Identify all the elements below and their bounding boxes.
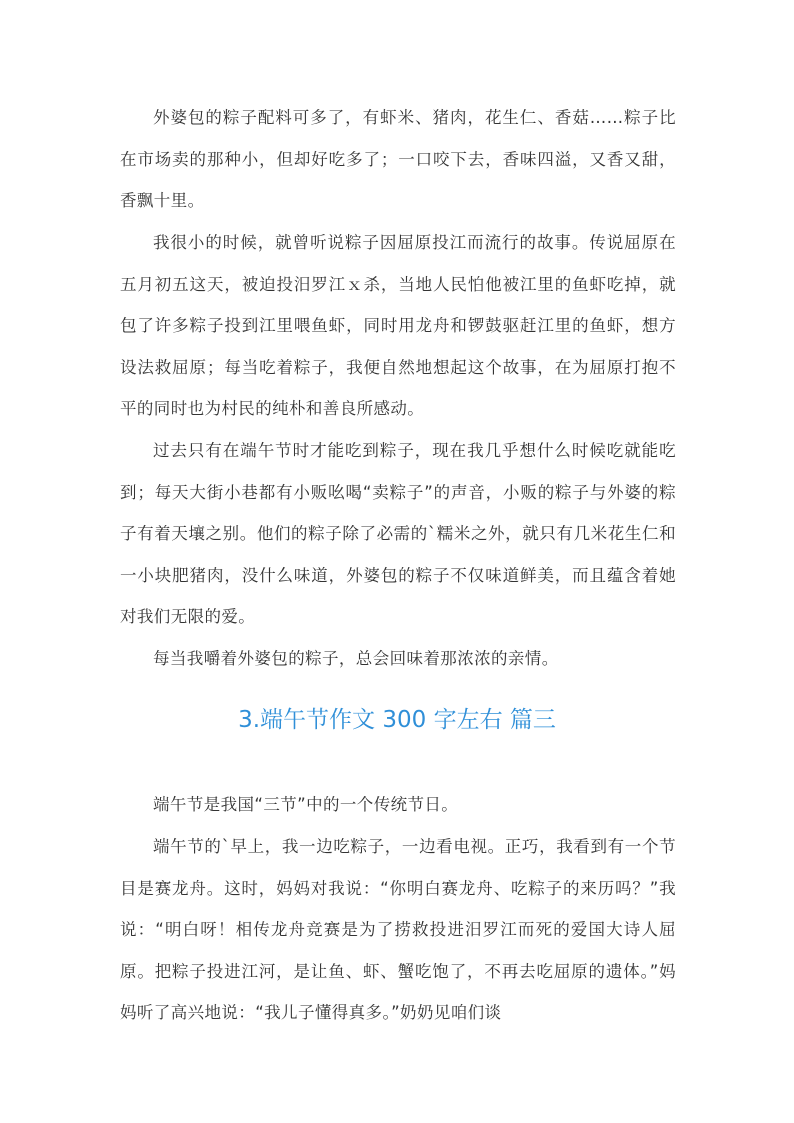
- paragraph-family-affection: 每当我嚼着外婆包的粽子，总会回味着那浓浓的亲情。: [153, 649, 559, 668]
- paragraph-past-and-present: 过去只有在端午节时才能吃到粽子，现在我几乎想什么时候吃就能吃到；每天大街小巷都有小贩吆喝“卖粽子”的声音，小贩的粽子与外婆的粽子有着天壤之别。他们的粽子除了必需的`糯米之外，就只有几米花生仁和一小块肥猪肉，没什么味道，外婆包的粽子不仅味道鲜美，而且蕴含着她对我们无限的爱。: [120, 441, 676, 626]
- paragraph-dragon-boat-morning: 端午节的`早上，我一边吃粽子，一边看电视。正巧，我看到有一个节目是赛龙舟。这时，妈妈对我说：“你明白赛龙舟、吃粽子的来历吗？”我说：“明白呀！相传龙舟竞赛是为了捞救投进汨罗江而死的爱国大诗人屈原。把粽子投进江河，是让鱼、虾、蟹吃饱了，不再去吃屈原的遗体。”妈妈听了高兴地说：“我儿子懂得真多。”奶奶见咱们谈: [120, 837, 676, 1022]
- paragraph-qu-yuan-story: 我很小的时候，就曾听说粽子因屈原投江而流行的故事。传说屈原在五月初五这天，被迫投汨罗江ｘ杀，当地人民怕他被江里的鱼虾吃掉，就包了许多粽子投到江里喂鱼虾，同时用龙舟和锣鼓驱赶江里的鱼虾，想方设法救屈原；每当吃着粽子，我便自然地想起这个故事，在为屈原打抱不平的同时也为村民的纯朴和善良所感动。: [120, 233, 676, 418]
- paragraph-zongzi-ingredients: 外婆包的粽子配料可多了，有虾米、猪肉，花生仁、香菇……粽子比在市场卖的那种小，但却好吃多了；一口咬下去，香味四溢，又香又甜，香飘十里。: [120, 108, 676, 210]
- paragraph-festival-intro: 端午节是我国“三节”中的一个传统节日。: [153, 795, 459, 814]
- section-heading: 3.端午节作文 300 字左右 篇三: [238, 707, 556, 733]
